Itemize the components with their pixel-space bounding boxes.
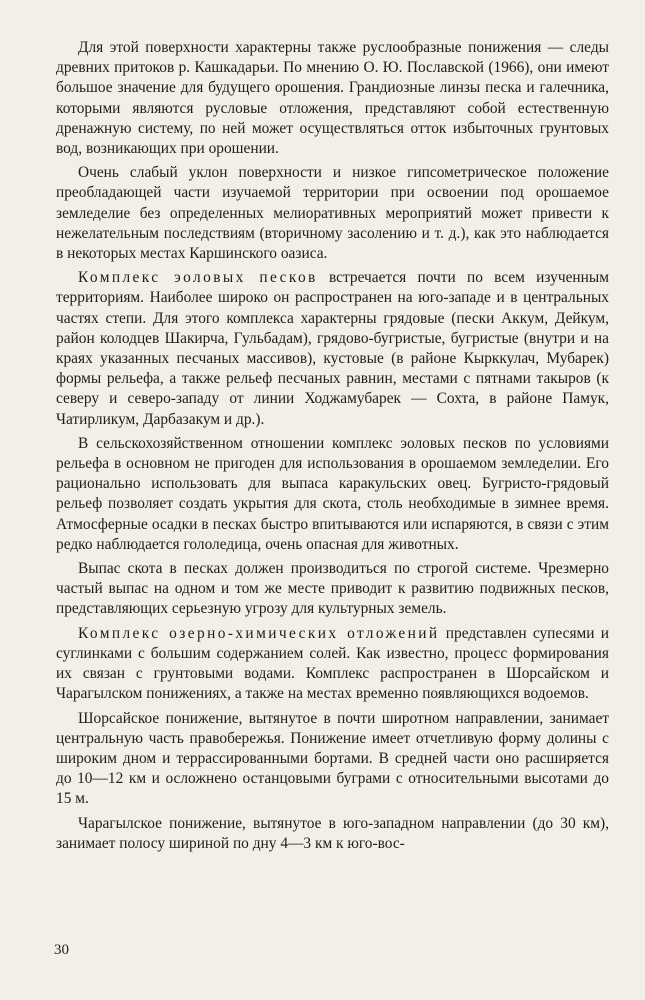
paragraph-5: [56, 559, 609, 620]
page-number: 30: [54, 942, 69, 958]
paragraph-4: [56, 434, 609, 555]
paragraph-3-text: встречается почти по всем изученным территориям. Наиболее широко он распространен на юго-западе и в центральных частях степи. Для этого комплекса характерны грядовые (пески Аккум, Дейкум, район колодцев Шакирча, Гульбадам), грядово-бугристые, бугристые (внутри и на краях указанных песчаных массивов), кустовые (в районе Кырккулач, Мубарек) формы рельефа, а также рельеф песчаных равнин, местами с пятнами такыров (к северу и северо-западу от линии Ходжамубарек — Сохта, в районе Памук, Чатирликум, Дарбазакум и др.).: [56, 269, 609, 428]
paragraph-1: [56, 38, 609, 159]
paragraph-2-text: Очень слабый уклон поверхности и низкое гипсометрическое положение преобладающей части изучаемой территории при освоении под орошаемое земледелие без определенных мелиоративных мероприятий может привести к нежелательным последствиям (вторичному засолению и т. д.), как это наблюдается в некоторых местах Каршинского оазиса.: [56, 164, 609, 263]
paragraph-7: [56, 709, 609, 810]
paragraph-2: [56, 163, 609, 264]
paragraph-1-text: Для этой поверхности характерны также руслообразные понижения — следы древних притоков р. Кашкадарьи. По мнению О. Ю. Пославской (1966), они имеют большое значение для будущего орошения. Грандиозные линзы песка и галечника, которыми являются русловые отложения, представляют собой естественную дренажную систему, по ней может осуществляться отток избыточных грунтовых вод, возникающих при орошении.: [56, 39, 609, 158]
paragraph-4-text: В сельскохозяйственном отношении комплекс эоловых песков по условиями рельефа в основном не пригоден для использования в орошаемом земледелии. Его рационально использовать для выпаса каракульских овец. Бугристо-грядовый рельеф позволяет создать укрытия для скота, столь необходимые в зимнее время. Атмосферные осадки в песках быстро впитываются или испаряются, в связи с этим редко наблюдается гололедица, очень опасная для животных.: [56, 434, 609, 553]
paragraph-8-text: Чарагылское понижение, вытянутое в юго-западном направлении (до 30 км), занимает полосу шириной по дну 4—3 км к юго-вос-: [56, 814, 609, 852]
paragraph-3-lead: Комплекс эоловых песков: [78, 269, 318, 287]
paragraph-6-lead: Комплекс озерно-химических отложений: [78, 624, 440, 642]
paragraph-6-text: представлен супесями и суглинками с большим содержанием солей. Как известно, процесс формирования их связан с грунтовыми водами. Комплекс распространен в Шорсайском и Чарагылском понижениях, а также на местах временно появляющихся водоемов.: [56, 624, 609, 703]
paragraph-5-text: Выпас скота в песках должен производиться по строгой системе. Чрезмерно частый выпас на одном и том же месте приводит к развитию подвижных песков, представляющих серьезную угрозу для культурных земель.: [56, 560, 609, 618]
paragraph-8: [56, 814, 609, 854]
paragraph-3: [56, 268, 609, 430]
paragraph-7-text: Шорсайское понижение, вытянутое в почти широтном направлении, занимает центральную часть правобережья. Понижение имеет отчетливую форму долины с широким дном и террассированными бортами. В средней части оно расширяется до 10—12 км и осложнено останцовыми буграми с относительными высотами до 15 м.: [56, 709, 609, 808]
paragraph-6: [56, 624, 609, 705]
